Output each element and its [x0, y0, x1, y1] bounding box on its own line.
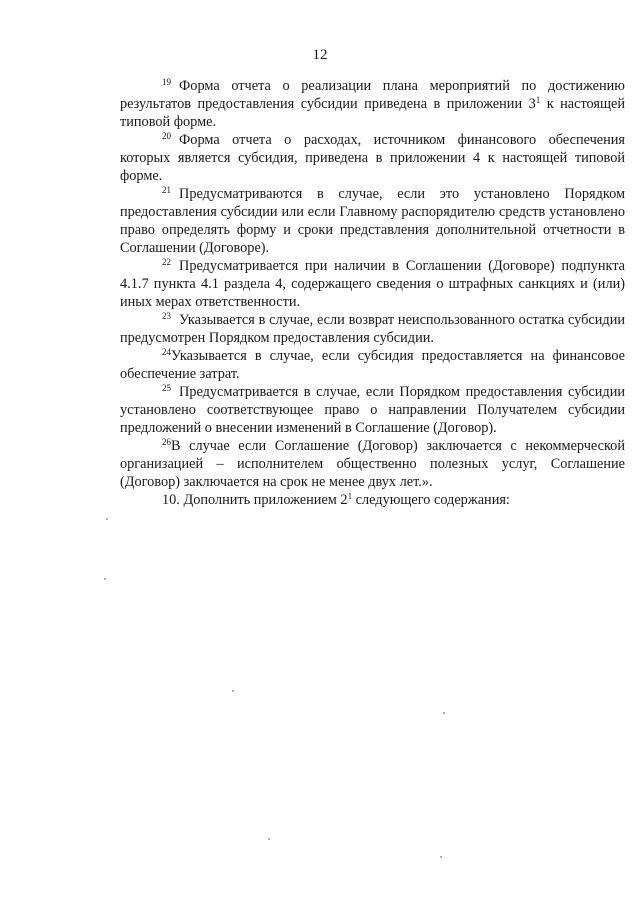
superscript-mark: 1: [535, 95, 541, 105]
footnote-21: [120, 185, 625, 257]
footnote-19: [120, 77, 625, 131]
footnote-text: Указывается в случае, если субсидия предоставляется на финансовое обеспечение затрат.: [120, 348, 625, 382]
footnote-text: В случае если Соглашение (Договор) заключается с некоммерческой организацией – исполнителем общественно полезных услуг, Соглашение (Договор) заключается на срок не менее двух лет.».: [120, 438, 625, 490]
footnote-mark: 19: [162, 77, 171, 87]
footnote-text: Предусматривается при наличии в Соглашении (Договоре) подпункта 4.1.7 пункта 4.1 раздела 4, содержащего сведения о штрафных санкциях и (или) иных мерах ответственности.: [120, 258, 625, 310]
scan-speck: [104, 578, 106, 580]
footnote-mark: 22: [162, 257, 171, 267]
footnote-text: Форма отчета о расходах, источником финансового обеспечения которых является субсидия, приведена в приложении 4 к настоящей типовой форме.: [120, 132, 625, 184]
footnote-mark: 25: [162, 383, 171, 393]
footnote-20: [120, 131, 625, 185]
scan-speck: [106, 518, 108, 520]
footnote-text: Форма отчета о реализации плана мероприятий по достижению результатов предоставления субсидии приведена в приложении 3: [120, 78, 625, 112]
footnote-25: [120, 383, 625, 437]
scan-speck: [268, 838, 270, 840]
closing-paragraph: [120, 491, 625, 509]
footnote-text: Указывается в случае, если возврат неиспользованного остатка субсидии предусмотрен Порядком предоставления субсидии.: [120, 312, 625, 346]
scan-speck: [232, 690, 234, 692]
scan-speck: [440, 856, 442, 858]
footnote-mark: 21: [162, 185, 171, 195]
footnote-mark: 24: [162, 347, 171, 357]
footnote-24: [120, 347, 625, 383]
footnote-23: [120, 311, 625, 347]
footnote-mark: 26: [162, 437, 171, 447]
superscript-mark: 1: [347, 491, 353, 501]
scan-speck: [443, 712, 445, 714]
footnote-text: Предусматриваются в случае, если это установлено Порядком предоставления субсидии или если Главному распорядителю средств установлено право определять форму и сроки представления дополнительной отчетности в Соглашении (Договоре).: [120, 186, 625, 256]
footnote-26: [120, 437, 625, 491]
footnote-mark: 20: [162, 131, 171, 141]
footnotes-block: [120, 77, 625, 509]
page-number: 12: [312, 47, 328, 63]
footnote-22: [120, 257, 625, 311]
closing-text: 10. Дополнить приложением 2: [162, 492, 348, 508]
footnote-mark: 23: [162, 311, 171, 321]
footnote-text: Предусматривается в случае, если Порядком предоставления субсидии установлено соответствующее право о направлении Получателем субсидии предложений о внесении изменений в Соглашение (Договор).: [120, 384, 625, 436]
footnote-text-continued: к настоящей типовой форме.: [120, 96, 625, 130]
closing-text-continued: следующего содержания:: [352, 492, 510, 508]
